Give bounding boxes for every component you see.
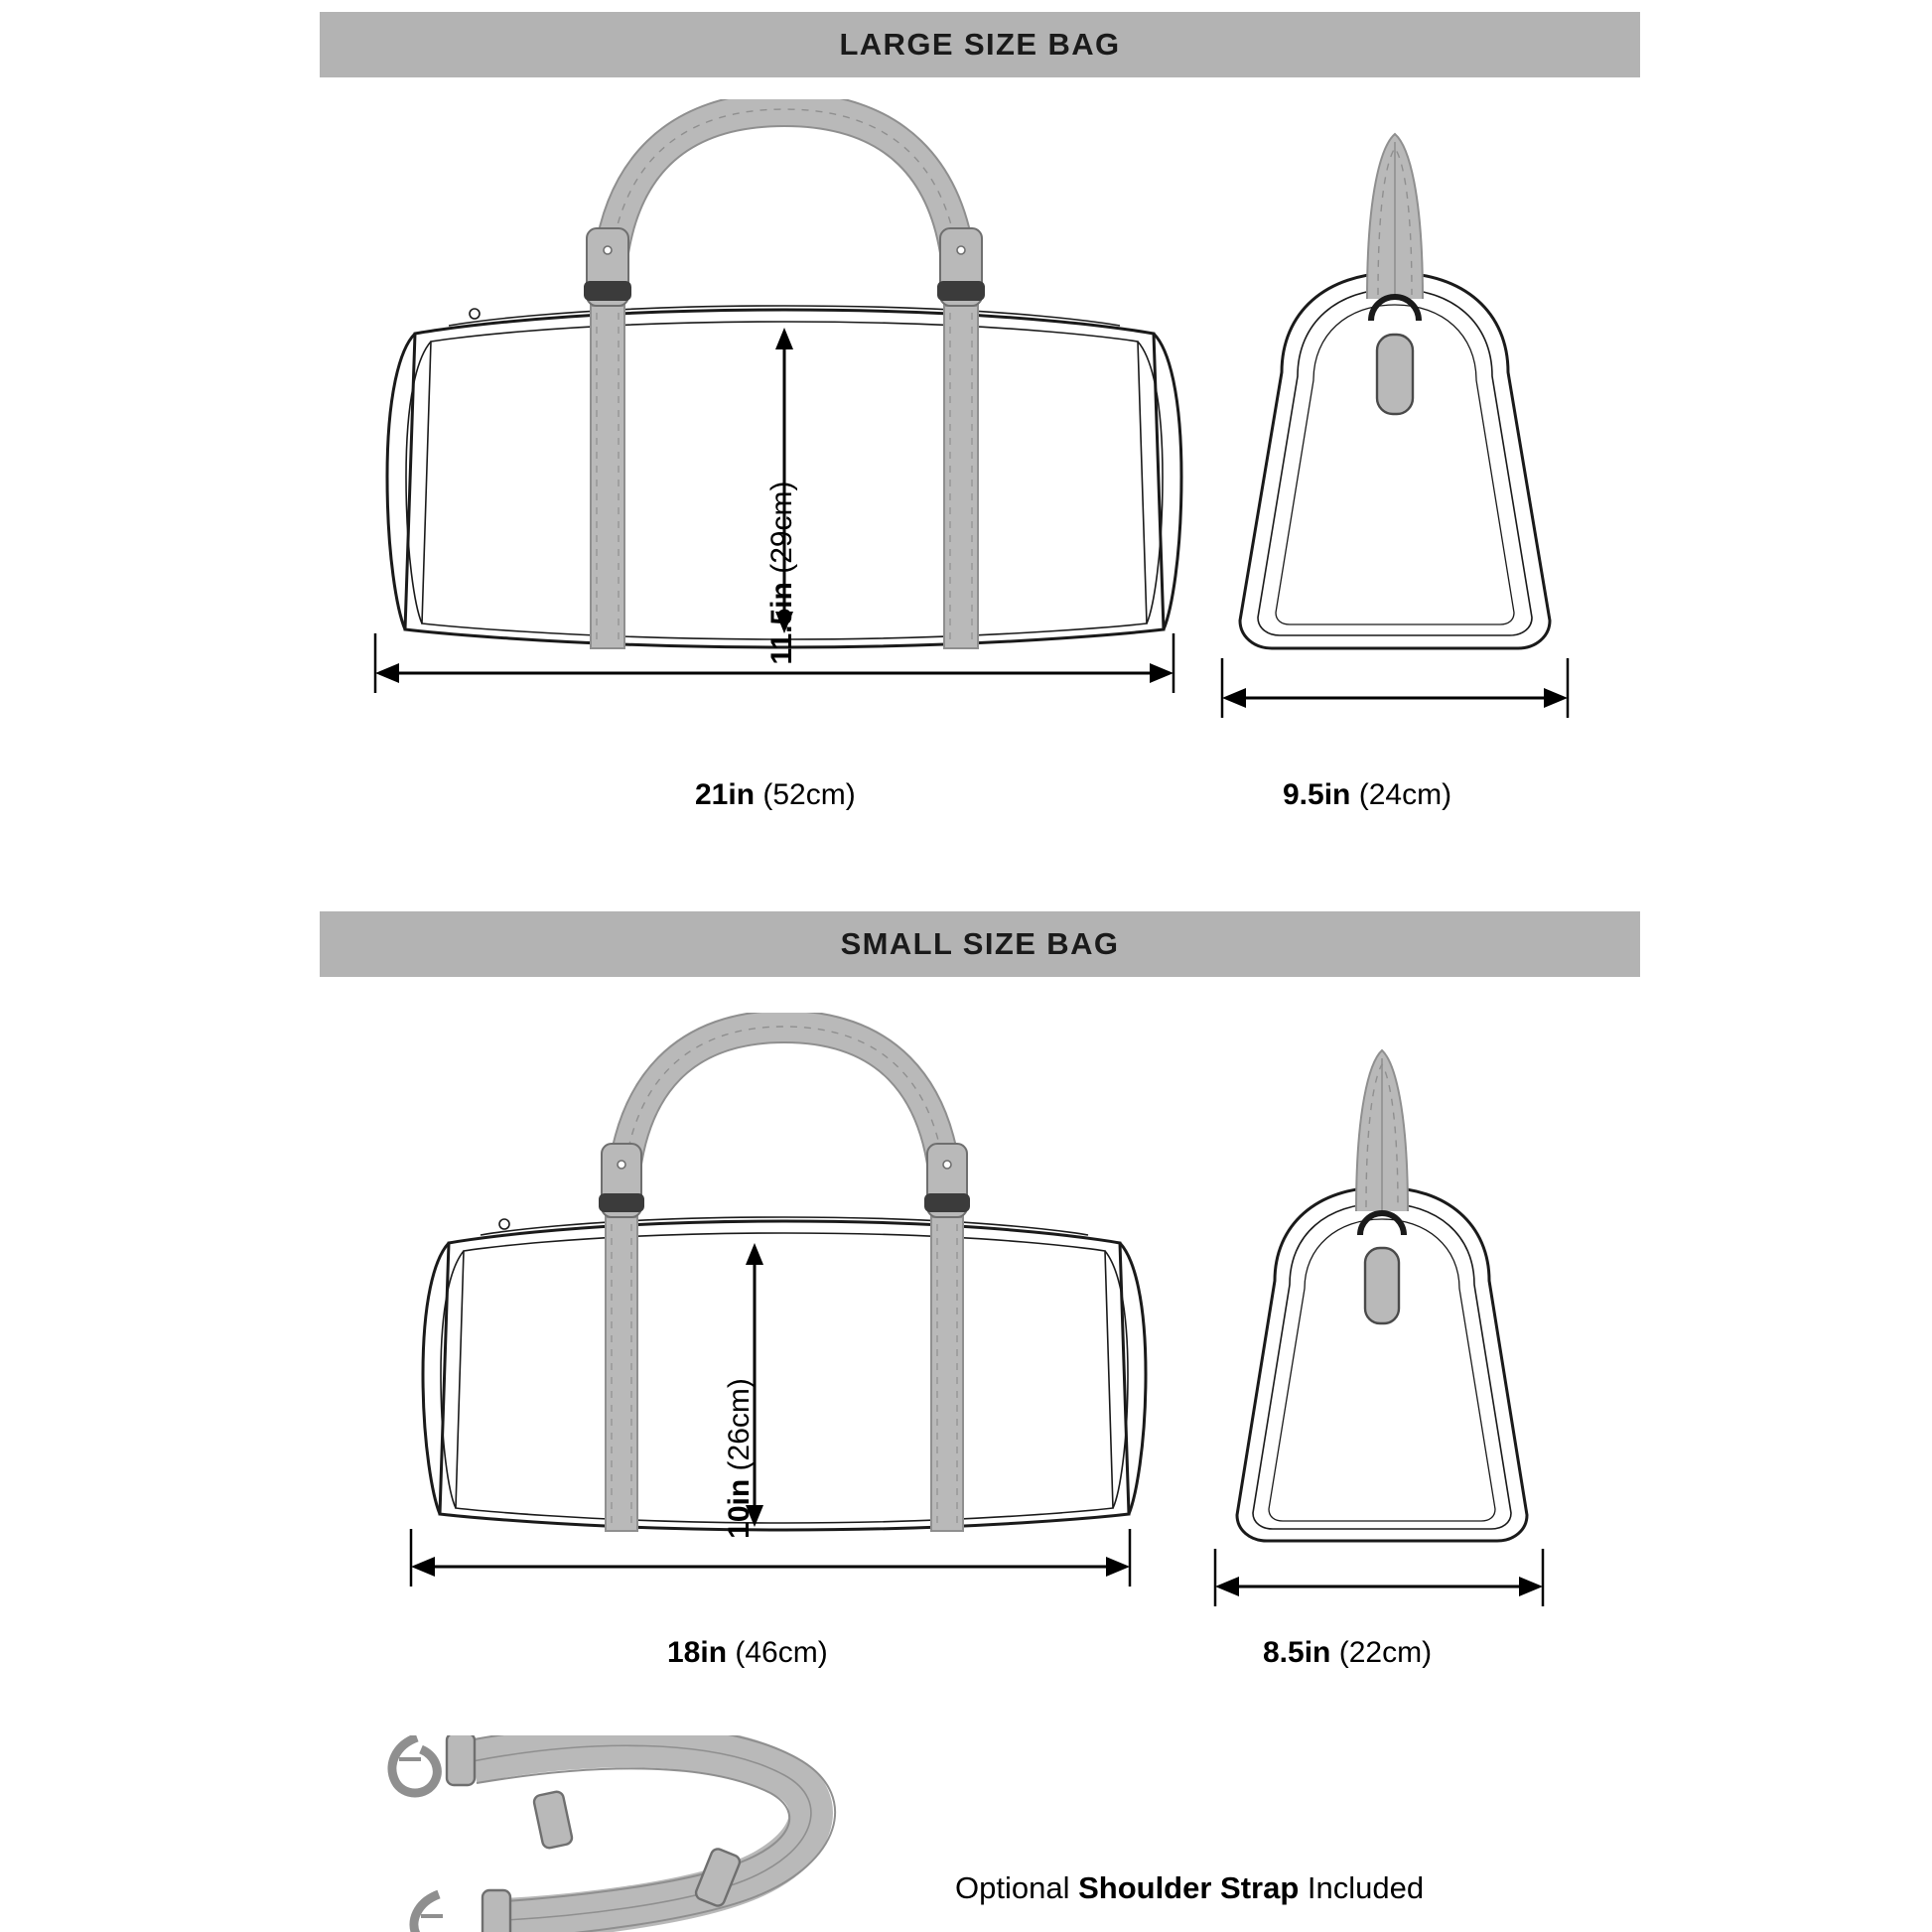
section-title-small: SMALL SIZE BAG [840,926,1120,961]
strap-note-suffix: Included [1299,1870,1425,1905]
small-width-metric: (46cm) [735,1636,828,1669]
large-side-width-label [1283,778,1451,812]
large-height-metric: (29cm) [765,481,798,574]
large-width-value: 21in [695,778,756,811]
small-front-height-label [723,1310,757,1607]
strap-note-emphasis: Shoulder Strap [1078,1870,1300,1905]
small-side-width-metric: (22cm) [1338,1636,1433,1669]
section-title-large: LARGE SIZE BAG [839,27,1121,62]
small-width-value: 18in [667,1636,728,1669]
large-front-width-label [695,778,856,812]
small-height-value: 10in [723,1478,756,1539]
large-side-width-metric: (24cm) [1358,778,1452,811]
small-side-width-value: 8.5in [1263,1636,1331,1669]
large-height-value: 11.5in [765,582,798,665]
section-header-large [320,12,1640,77]
large-side-dimension-arrows [1186,124,1603,759]
shoulder-strap-illustration [387,1735,943,1932]
small-front-width-label [667,1636,828,1670]
shoulder-strap-note [955,1870,1424,1906]
large-front-height-label [765,424,799,722]
small-front-dimension-arrows [397,1013,1172,1628]
small-height-metric: (26cm) [723,1378,756,1471]
strap-note-prefix: Optional [955,1870,1079,1905]
large-width-metric: (52cm) [762,778,856,811]
large-side-width-value: 9.5in [1283,778,1351,811]
small-side-dimension-arrows [1183,1033,1581,1648]
section-header-small [320,911,1640,977]
small-side-width-label [1263,1636,1432,1670]
